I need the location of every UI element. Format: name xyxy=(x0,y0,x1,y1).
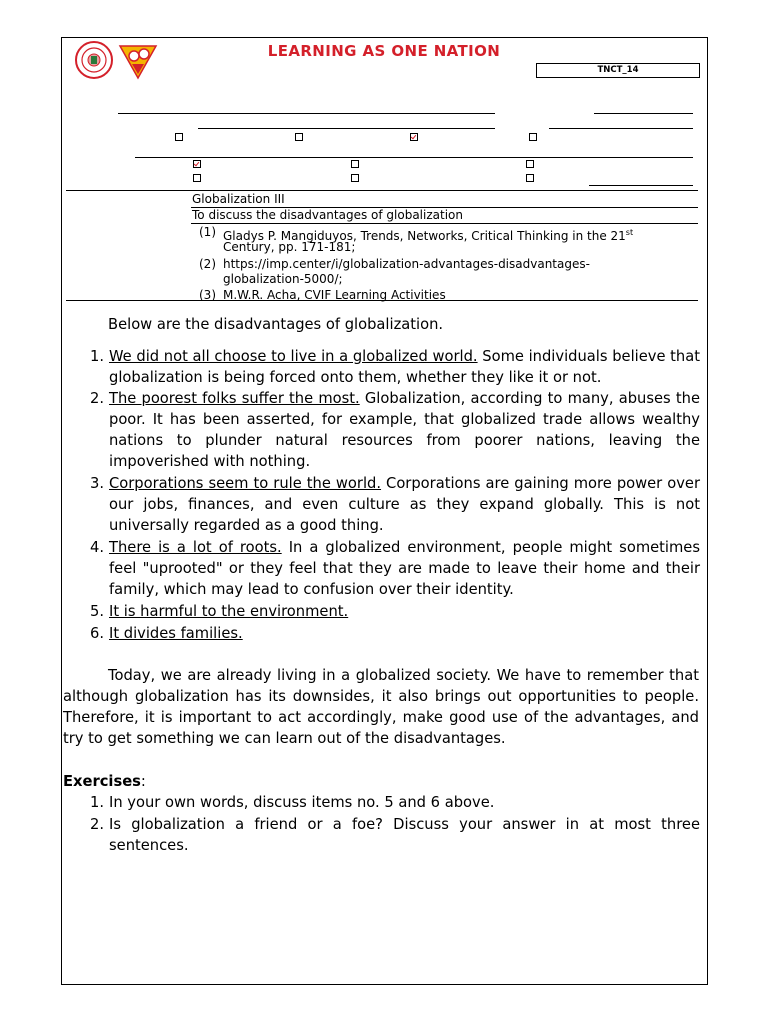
reference-link[interactable]: globalization-5000/; xyxy=(223,272,343,286)
list-item: 6. It divides families. xyxy=(89,625,243,642)
objective: To discuss the disadvantages of globalization xyxy=(192,208,463,222)
reference-link[interactable]: https://imp.center/i/globalization-advantages-disadvantages- xyxy=(223,257,590,271)
checkbox[interactable] xyxy=(351,160,359,168)
document-code: TNCT_14 xyxy=(536,63,700,78)
exercises-heading: Exercises: xyxy=(63,773,146,790)
item-heading: There is a lot of roots. xyxy=(109,539,282,556)
form-line xyxy=(589,185,693,186)
page-title: LEARNING AS ONE NATION xyxy=(267,42,501,60)
reference-number: (1) xyxy=(199,225,216,239)
exercise-item: 2. Is globalization a friend or a foe? Discuss your answer in at most three sentences. xyxy=(89,816,700,854)
conclusion-paragraph: Today, we are already living in a globalized society. We have to remember that although globalization has its downsides, it also brings out opportunities to people. Therefore, it is important to act accordingly, make good use of the advantages, and try to get something we can learn out of the disadvantages. xyxy=(63,667,699,747)
reference-number: (3) xyxy=(199,288,216,302)
topic: Globalization III xyxy=(192,192,285,206)
reference-text: M.W.R. Acha, CVIF Learning Activities xyxy=(223,288,446,302)
reference-text: Century, pp. 171-181; xyxy=(223,240,356,254)
form-line xyxy=(594,113,693,114)
checkbox[interactable] xyxy=(193,174,201,182)
reference-number: (2) xyxy=(199,257,216,271)
item-heading: The poorest folks suffer the most. xyxy=(109,390,360,407)
intro-text: Below are the disadvantages of globalization. xyxy=(108,316,444,333)
form-line xyxy=(135,157,693,158)
checkbox-checked[interactable] xyxy=(410,133,418,141)
item-heading: It is harmful to the environment. xyxy=(109,603,349,620)
list-item: 5. It is harmful to the environment. xyxy=(89,603,349,620)
item-heading: It divides families. xyxy=(109,625,243,642)
checkbox[interactable] xyxy=(351,174,359,182)
item-heading: We did not all choose to live in a globalized world. xyxy=(109,348,478,365)
list-item: 2. The poorest folks suffer the most. Globalization, according to many, abuses the poor. It has been asserted, for example, that globalized trade allows wealthy nations to plunder natural resources from poorer nations, leaving the impoverished with nothing. xyxy=(89,390,700,470)
checkbox-checked[interactable] xyxy=(193,160,201,168)
section-divider xyxy=(66,190,698,191)
form-line xyxy=(198,128,495,129)
list-item: 3. Corporations seem to rule the world. Corporations are gaining more power over our jobs, finances, and even culture as they expand globally. This is not universally regarded as a good thing. xyxy=(89,475,700,534)
list-item: 4. There is a lot of roots. In a globalized environment, people might sometimes feel "uprooted" or they feel that they are made to leave their home and their family, which may lead to confusion over their identity. xyxy=(89,539,700,598)
checkbox[interactable] xyxy=(175,133,183,141)
list-item: 1. We did not all choose to live in a globalized world. Some individuals believe that globalization is being forced onto them, whether they like it or not. xyxy=(89,348,700,386)
exercise-item: 1. In your own words, discuss items no. 5 and 6 above. xyxy=(89,794,495,811)
form-line xyxy=(549,128,693,129)
reference-text: Gladys P. Mangiduyos, Trends, Networks, Critical Thinking in the 21st xyxy=(223,228,634,243)
checkbox[interactable] xyxy=(295,133,303,141)
info-divider xyxy=(191,223,698,224)
item-heading: Corporations seem to rule the world. xyxy=(109,475,382,492)
form-line xyxy=(118,113,495,114)
checkbox[interactable] xyxy=(526,174,534,182)
checkbox[interactable] xyxy=(526,160,534,168)
checkbox[interactable] xyxy=(529,133,537,141)
